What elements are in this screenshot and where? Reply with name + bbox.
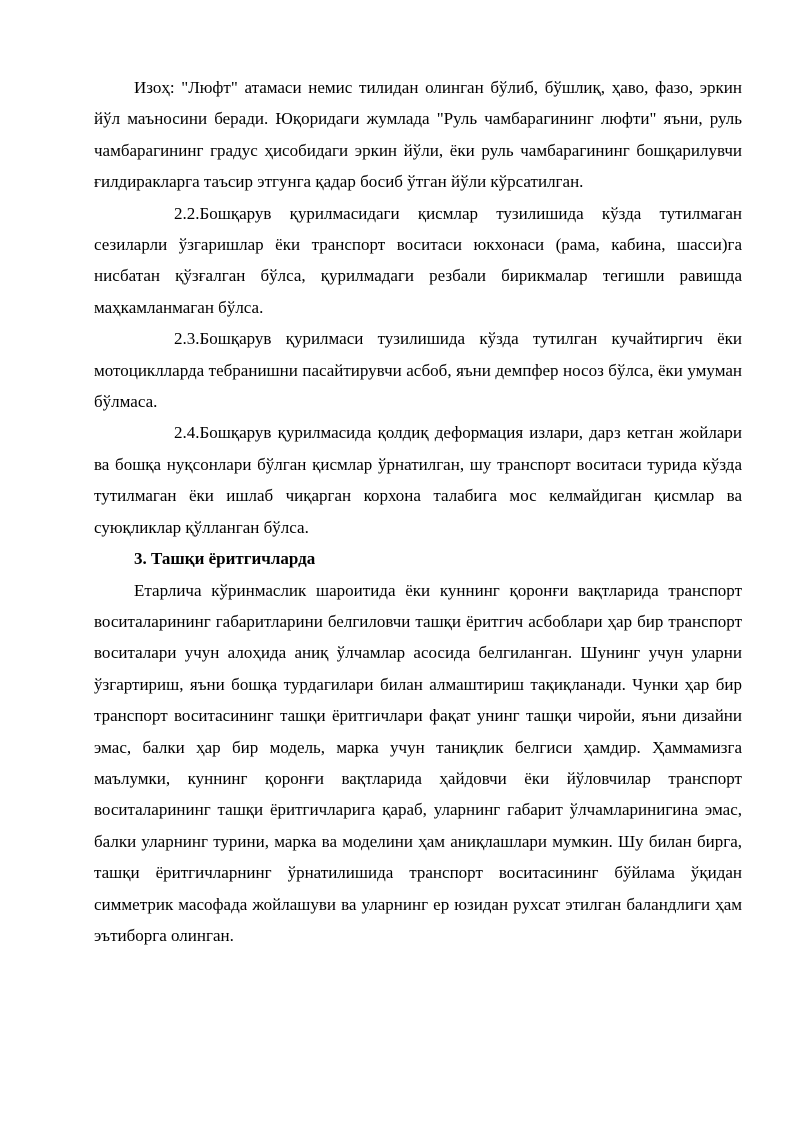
clause-2-2-paragraph (94, 198, 742, 324)
clause-2-3-paragraph (94, 323, 742, 417)
clause-number: 2.3. (174, 329, 200, 349)
body-paragraph (94, 575, 742, 952)
paragraph-text: Бошқарув қурилмаси тузилишида кўзда тутилган кучайтиргич ёки мотоциклларда тебранишни пасайтирувчи асбоб, яъни демпфер носоз бўлса, ёки умуман бўлмаса. (94, 329, 742, 412)
clause-2-4-paragraph (94, 417, 742, 543)
note-paragraph (94, 72, 742, 198)
document-page (94, 72, 742, 951)
paragraph-text: Изоҳ: "Люфт" атамаси немис тилидан олинган бўлиб, бўшлиқ, ҳаво, фазо, эркин йўл маъносини беради. Юқоридаги жумлада "Руль чамбарагининг люфти" яъни, руль чамбарагининг градус ҳисобидаги эркин йўли, ёки руль чамбарагининг бошқарилувчи ғилдиракларга таъсир этгунга қадар босиб ўтган йўли кўрсатилган. (94, 78, 742, 192)
clause-number: 2.2. (174, 203, 200, 223)
heading-text: 3. Ташқи ёритгичларда (134, 549, 316, 569)
paragraph-text: Бошқарув қурилмасида қолдиқ деформация излари, дарз кетган жойлари ва бошқа нуқсонлари бўлган қисмлар ўрнатилган, шу транспорт воситаси турида кўзда тутилмаган ёки ишлаб чиқарган корхона талабига мос келмайдиган қисмлар ва суюқликлар қўлланган бўлса. (94, 423, 742, 537)
section-3-heading (94, 543, 742, 574)
paragraph-text: Бошқарув қурилмасидаги қисмлар тузилишида кўзда тутилмаган сезиларли ўзгаришлар ёки транспорт воситаси юкхонаси (рама, кабина, шасси)га нисбатан қўзғалган бўлса, қурилмадаги резбали бирикмалар тегишли равишда маҳкамланмаган бўлса. (94, 203, 742, 317)
clause-number: 2.4. (174, 423, 200, 443)
paragraph-text: Етарлича кўринмаслик шароитида ёки куннинг қоронғи вақтларида транспорт воситаларининг габаритларини белгиловчи ташқи ёритгич асбоблари ҳар бир транспорт воситалари учун алоҳида аниқ ўлчамлар асосида белгиланган. Шунинг учун уларни ўзгартириш, яъни бошқа турдагилари билан алмаштириш тақиқланади. Чунки ҳар бир транспорт воситасининг ташқи ёритгичлари фақат унинг ташқи чиройи, яъни дизайни эмас, балки ҳар бир модель, марка учун таниқлик белгиси ҳамдир. Ҳаммамизга маълумки, куннинг қоронғи вақтларида ҳайдовчи ёки йўловчилар транспорт воситаларининг ташқи ёритгичларига қараб, уларнинг габарит ўлчамларинигина эмас, балки уларнинг турини, марка ва моделини ҳам аниқлашлари мумкин. Шу билан бирга, ташқи ёритгичларнинг ўрнатилишида транспорт воситасининг бўйлама ўқидан симметрик масофада жойлашуви ва уларнинг ер юзидан рухсат этилган баландлиги ҳам эътиборга олинган. (94, 580, 742, 945)
